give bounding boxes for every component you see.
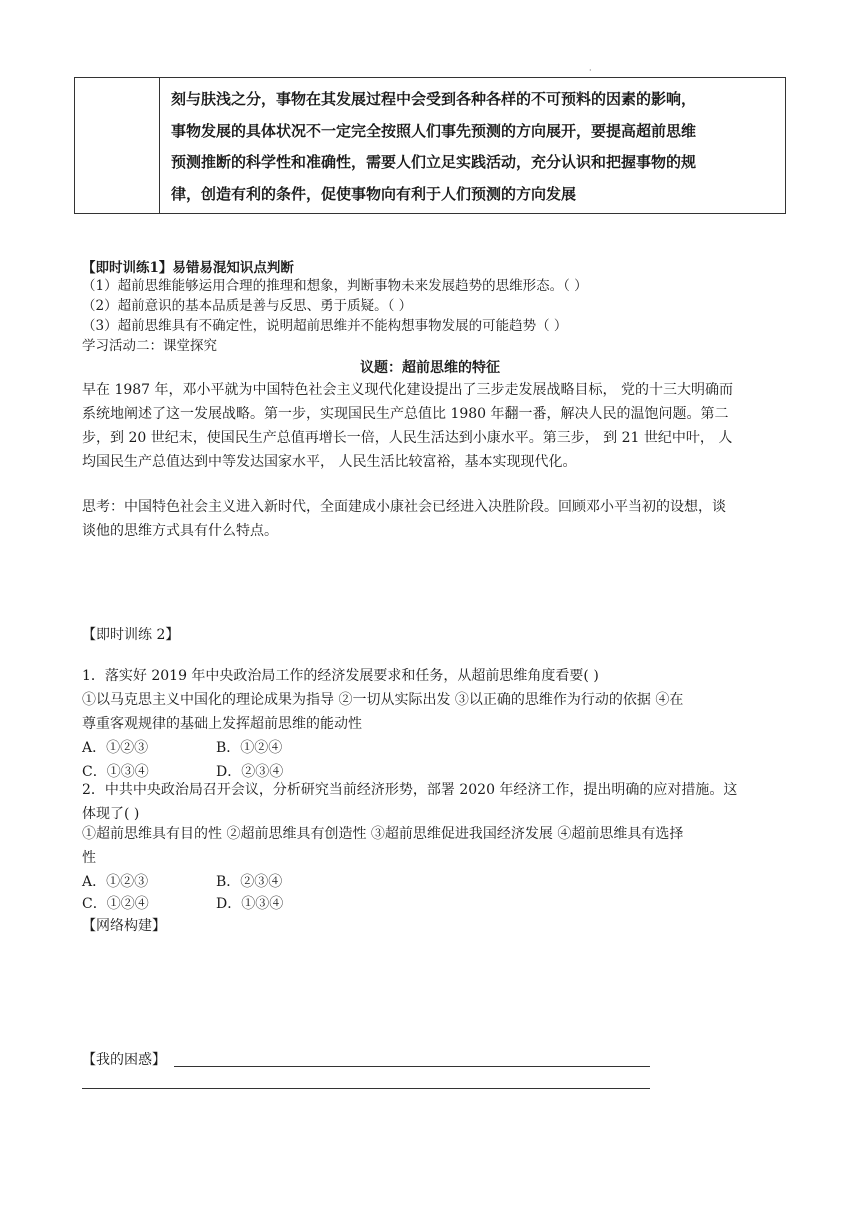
q1-options: ①以马克思主义中国化的理论成果为指导 ②一切从实际出发 ③以正确的思维作为行动的依据 ④在 xyxy=(82,692,684,708)
table-line: 刻与肤浅之分，事物在其发展过程中会受到各种各样的不可预料的因素的影响， xyxy=(171,90,697,108)
training1-item: （2）超前意识的基本品质是善与反思、勇于质疑。（ ） xyxy=(82,298,413,314)
content-table xyxy=(74,77,786,214)
paragraph-line: 系统地阐述了这一发展战略。第一步，实现国民生产总值比 1980 年翻一番，解决人民的温饱问题。第二 xyxy=(82,406,729,422)
q1-stem: 1．落实好 2019 年中央政治局工作的经济发展要求和任务，从超前思维角度看要( ) xyxy=(82,668,599,684)
activity2-label: 学习活动二：课堂探究 xyxy=(82,338,217,354)
q2-stem: 2．中共中央政治局召开会议，分析研究当前经济形势，部署 2020 年经济工作，提出明确的应对措施。这 xyxy=(82,782,738,798)
training2-heading: 【即时训练 2】 xyxy=(82,627,180,643)
q1-choice-d: D．②③④ xyxy=(216,764,284,780)
training1-item: （3）超前思维具有不确定性，说明超前思维并不能构想事物发展的可能趋势（ ） xyxy=(82,318,568,334)
q1-choice-c: C．①③④ xyxy=(82,764,149,780)
q1-choice-b: B．①②④ xyxy=(216,740,283,756)
q2-options: 性 xyxy=(82,850,96,866)
q1-options: 尊重客观规律的基础上发挥超前思维的能动性 xyxy=(82,716,362,732)
table-line: 事物发展的具体状况不一定完全按照人们事先预测的方向展开，要提高超前思维 xyxy=(171,121,697,140)
q2-options: ①超前思维具有目的性 ②超前思维具有创造性 ③超前思维促进我国经济发展 ④超前思维具有选择 xyxy=(82,826,684,842)
training1-item: （1）超前思维能够运用合理的推理和想象，判断事物未来发展趋势的思维形态。（ ） xyxy=(82,278,588,294)
table-cell-text xyxy=(171,84,781,210)
answer-underline xyxy=(82,1088,650,1089)
table-line: 律，创造有利的条件，促使事物向有利于人们预测的方向发展 xyxy=(171,184,577,203)
think-line: 谈他的思维方式具有什么特点。 xyxy=(82,523,278,539)
think-line: 思考：中国特色社会主义进入新时代，全面建成小康社会已经进入决胜阶段。回顾邓小平当初的设想，谈 xyxy=(82,499,726,515)
q2-choice-b: B．②③④ xyxy=(216,874,283,890)
confusion-heading: 【我的困惑】 xyxy=(82,1052,166,1068)
paragraph-line: 步，到 20 世纪末，使国民生产总值再增长一倍，人民生活达到小康水平。第三步， 到 21 世纪中叶， 人 xyxy=(82,430,733,446)
page-marker: · xyxy=(589,66,592,75)
q2-choice-d: D．①③④ xyxy=(216,896,284,912)
paragraph-line: 早在 1987 年，邓小平就为中国特色社会主义现代化建设提出了三步走发展战略目标， 党的十三大明确而 xyxy=(82,382,733,398)
q2-choice-a: A．①②③ xyxy=(82,874,149,890)
q2-stem: 体现了( ) xyxy=(82,806,140,822)
q2-choice-c: C．①②④ xyxy=(82,896,149,912)
network-heading: 【网络构建】 xyxy=(82,918,166,934)
training1-heading: 【即时训练1】易错易混知识点判断 xyxy=(82,260,294,276)
table-line: 预测推断的科学性和准确性，需要人们立足实践活动，充分认识和把握事物的规 xyxy=(171,153,697,171)
q1-choice-a: A．①②③ xyxy=(82,740,149,756)
topic-title: 议题：超前思维的特征 xyxy=(360,360,500,376)
answer-underline xyxy=(174,1066,650,1067)
table-column-divider xyxy=(159,78,160,213)
paragraph-line: 均国民生产总值达到中等发达国家水平， 人民生活比较富裕，基本实现现代化。 xyxy=(82,454,577,470)
